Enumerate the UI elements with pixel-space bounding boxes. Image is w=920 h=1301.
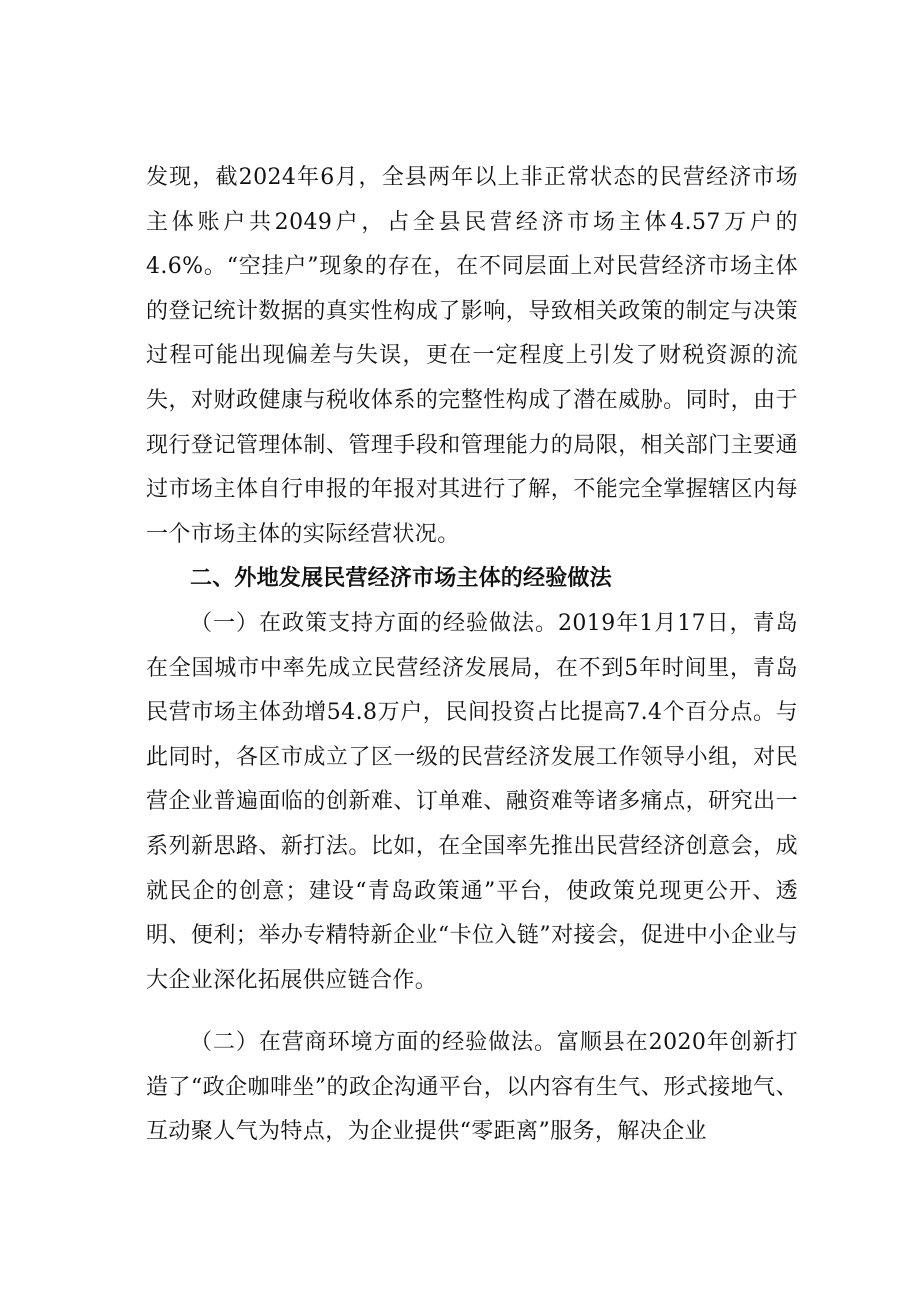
- document-body: [146, 156, 798, 1155]
- section-heading: 二、外地发展民营经济市场主体的经验做法: [190, 566, 612, 592]
- paragraph-policy-support: （一）在政策支持方面的经验做法。2019年1月17日，青岛在全国城市中率先成立民营经济发展局，在不到5年时间里，青岛民营市场主体劲增54.8万户，民间投资占比提高7.4个百分点。与此同时，各区市成立了区一级的民营经济发展工作领导小组，对民营企业普遍面临的创新难、订单难、融资难等诸多痛点，研究出一系列新思路、新打法。比如，在全国率先推出民营经济创意会，成就民企的创意；建设“青岛政策通”平台，使政策兑现更公开、透明、便利；举办专精特新企业“卡位入链”对接会，促进中小企业与大企业深化拓展供应链合作。: [146, 610, 798, 993]
- paragraph-business-environment: （二）在营商环境方面的经验做法。富顺县在2020年创新打造了“政企咖啡坐”的政企沟通平台，以内容有生气、形式接地气、互动聚人气为特点，为企业提供“零距离”服务，解决企业: [146, 1030, 798, 1145]
- paragraph-gap: [146, 1003, 798, 1021]
- paragraph-body-text: 发现，截2024年6月，全县两年以上非正常状态的民营经济市场主体账户共2049户，占全县民营经济市场主体4.57万户的4.6%。“空挂户”现象的存在，在不同层面上对民营经济市场主体的登记统计数据的真实性构成了影响，导致相关政策的制定与决策过程可能出现偏差与失误，更在一定程度上引发了财税资源的流失，对财政健康与税收体系的完整性构成了潜在威胁。同时，由于现行登记管理体制、管理手段和管理能力的局限，相关部门主要通过市场主体自行申报的年报对其进行了解，不能完全掌握辖区内每一个市场主体的实际经营状况。: [146, 165, 798, 547]
